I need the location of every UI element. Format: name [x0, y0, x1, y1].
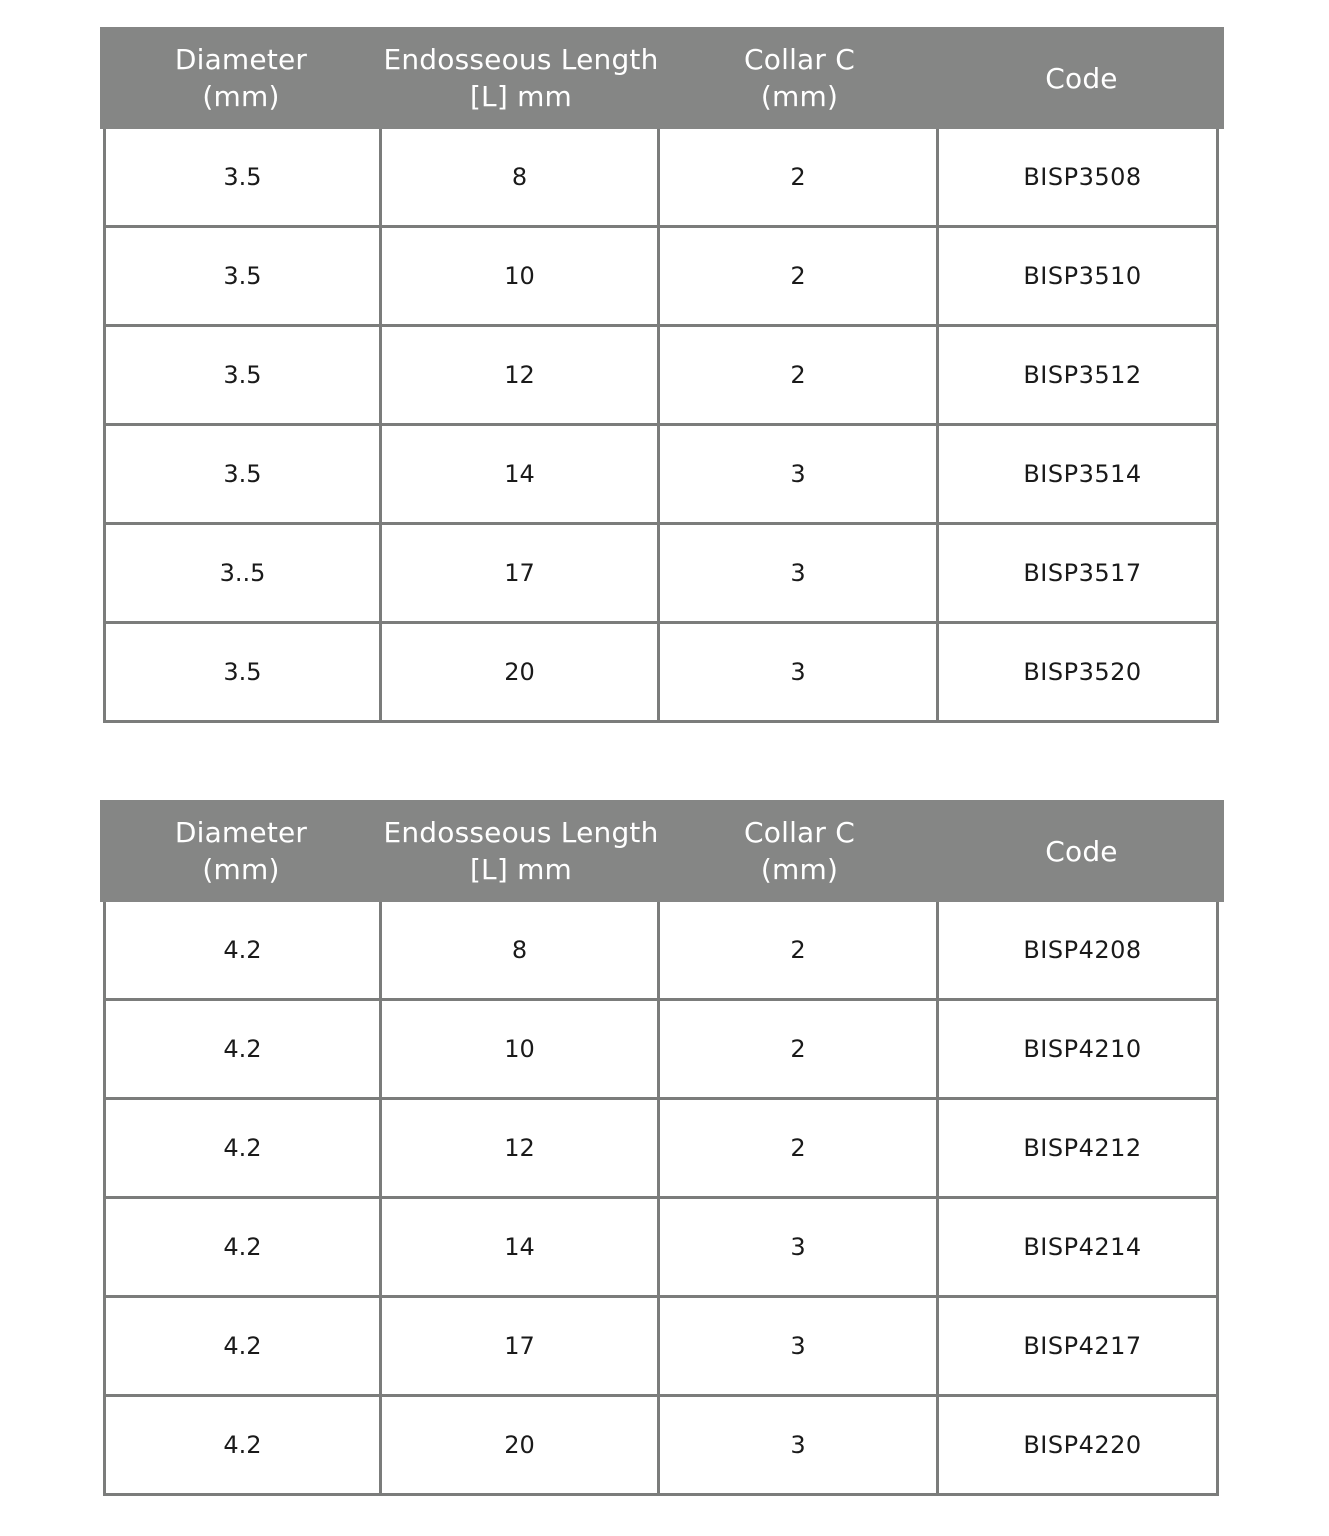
cell-code: BISP4214	[1023, 1233, 1142, 1261]
cell-collar: 3	[660, 525, 939, 621]
cell-diameter: 4.2	[106, 1199, 382, 1295]
cell-diameter: 3.5	[106, 426, 382, 522]
table-row	[106, 1298, 1216, 1397]
cell-length: 17	[382, 1298, 660, 1394]
cell-collar: 3	[660, 1298, 939, 1394]
cell-diameter: 4.2	[106, 1397, 382, 1493]
spec-table-4-2	[100, 800, 1224, 1496]
cell-code: BISP4217	[1023, 1332, 1142, 1360]
cell-collar: 2	[660, 1100, 939, 1196]
cell-code: BISP3517	[1023, 559, 1142, 587]
cell-diameter: 3..5	[106, 525, 382, 621]
cell-collar: 2	[660, 1001, 939, 1097]
cell-diameter: 4.2	[106, 1001, 382, 1097]
cell-length: 10	[382, 1001, 660, 1097]
header-code: Code	[1045, 61, 1118, 95]
cell-diameter: 4.2	[106, 1100, 382, 1196]
header-endosseous-length: Endosseous Length [L] mm	[383, 816, 659, 886]
table-row	[106, 1199, 1216, 1298]
cell-diameter: 4.2	[106, 1298, 382, 1394]
cell-length: 14	[382, 426, 660, 522]
cell-length: 17	[382, 525, 660, 621]
cell-diameter: 4.2	[106, 902, 382, 998]
cell-length: 8	[382, 129, 660, 225]
cell-collar: 3	[660, 624, 939, 720]
cell-length: 8	[382, 902, 660, 998]
header-diameter: Diameter (mm)	[174, 43, 308, 113]
cell-collar: 2	[660, 129, 939, 225]
cell-length: 20	[382, 1397, 660, 1493]
cell-length: 10	[382, 228, 660, 324]
table-body	[103, 902, 1219, 1496]
header-code: Code	[1045, 834, 1118, 868]
cell-length: 14	[382, 1199, 660, 1295]
cell-length: 20	[382, 624, 660, 720]
cell-code: BISP3510	[1023, 262, 1142, 290]
header-diameter: Diameter (mm)	[174, 816, 308, 886]
cell-collar: 2	[660, 327, 939, 423]
table-row	[106, 129, 1216, 228]
cell-collar: 3	[660, 1199, 939, 1295]
cell-diameter: 3.5	[106, 228, 382, 324]
cell-code: BISP4212	[1023, 1134, 1142, 1162]
table-row	[106, 525, 1216, 624]
cell-diameter: 3.5	[106, 624, 382, 720]
cell-code: BISP4208	[1023, 936, 1142, 964]
header-endosseous-length: Endosseous Length [L] mm	[383, 43, 659, 113]
cell-diameter: 3.5	[106, 327, 382, 423]
cell-collar: 3	[660, 1397, 939, 1493]
table-row	[106, 426, 1216, 525]
table-header-row	[100, 800, 1224, 902]
table-row	[106, 1001, 1216, 1100]
table-row	[106, 624, 1216, 723]
cell-length: 12	[382, 327, 660, 423]
table-row	[106, 902, 1216, 1001]
cell-collar: 2	[660, 228, 939, 324]
spec-table-3-5	[100, 27, 1224, 723]
cell-length: 12	[382, 1100, 660, 1196]
header-collar: Collar C (mm)	[744, 816, 855, 886]
cell-code: BISP3508	[1023, 163, 1142, 191]
cell-code: BISP3512	[1023, 361, 1142, 389]
cell-collar: 3	[660, 426, 939, 522]
cell-collar: 2	[660, 902, 939, 998]
table-header-row	[100, 27, 1224, 129]
cell-code: BISP4210	[1023, 1035, 1142, 1063]
table-body	[103, 129, 1219, 723]
cell-code: BISP3520	[1023, 658, 1142, 686]
table-row	[106, 1397, 1216, 1496]
cell-diameter: 3.5	[106, 129, 382, 225]
header-collar: Collar C (mm)	[744, 43, 855, 113]
cell-code: BISP3514	[1023, 460, 1142, 488]
table-row	[106, 228, 1216, 327]
cell-code: BISP4220	[1023, 1431, 1142, 1459]
table-row	[106, 1100, 1216, 1199]
table-row	[106, 327, 1216, 426]
